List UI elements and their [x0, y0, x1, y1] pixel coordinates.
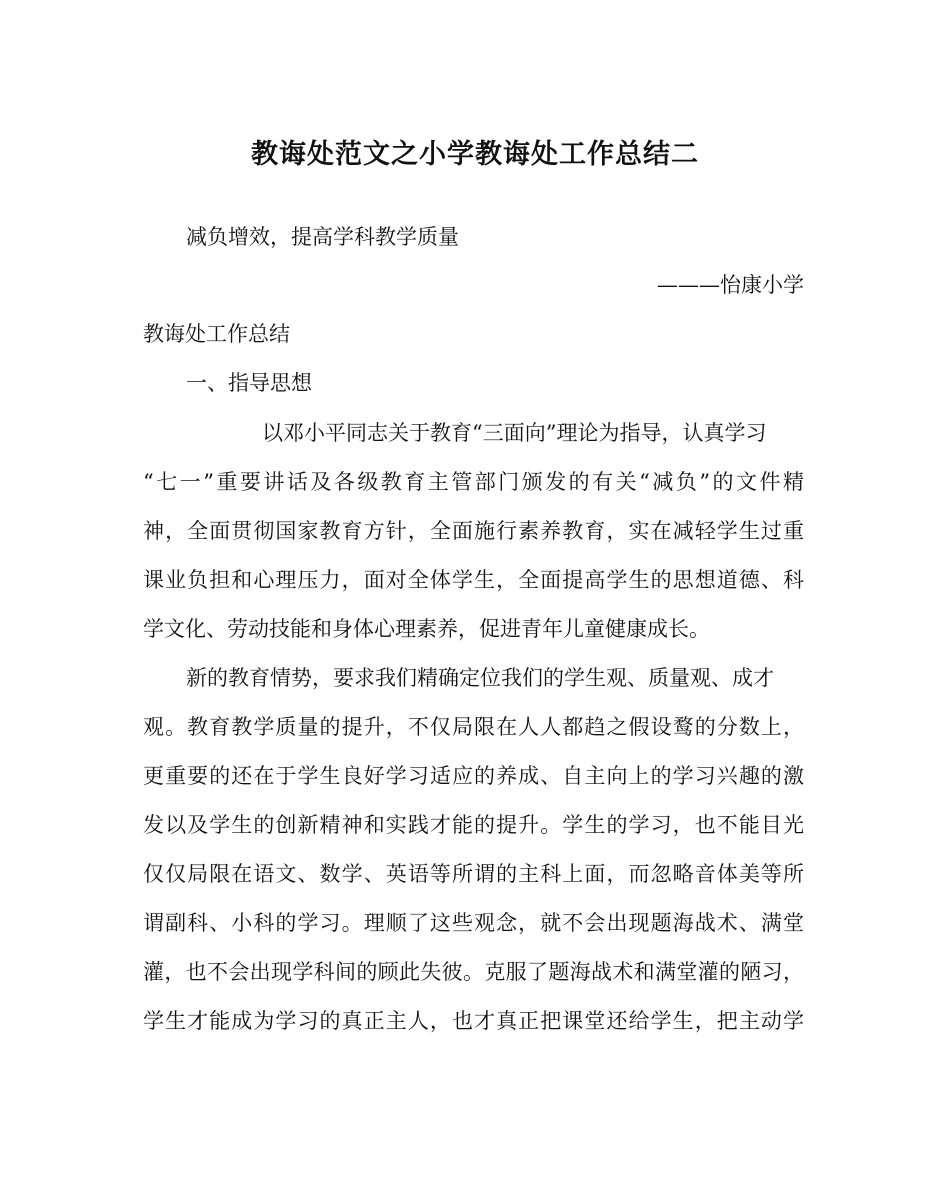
paragraph-line: 观。教育教学质量的提升，不仅局限在人人都趋之假设鹜的分数上， — [143, 715, 804, 739]
paragraph-line: 谓副科、小科的学习。理顺了这些观念，就不会出现题海战术、满堂 — [143, 911, 804, 935]
paragraph-line: “七一”重要讲话及各级教育主管部门颁发的有关“减负”的文件精 — [143, 470, 804, 494]
paragraph-line: 神，全面贯彻国家教育方针，全面施行素养教育，实在减轻学生过重 — [143, 519, 804, 543]
paragraph-line: 发以及学生的创新精神和实践才能的提升。学生的学习，也不能目光 — [143, 813, 804, 837]
document-title: 教诲处范文之小学教诲处工作总结二 — [251, 139, 699, 170]
paragraph-line: 学文化、劳动技能和身体心理素养，促进青年儿童健康成长。 — [143, 617, 710, 641]
section-heading: 一、指导思想 — [186, 371, 312, 395]
paragraph-line: 新的教育情势，要求我们精确定位我们的学生观、质量观、成才 — [186, 666, 774, 690]
subtitle: 减负增效，提高学科教学质量 — [186, 225, 459, 249]
paragraph-line: 课业负担和心理压力，面对全体学生，全面提高学生的思想道德、科 — [143, 568, 804, 592]
paragraph-line: 学生才能成为学习的真正主人，也才真正把课堂还给学生，把主动学 — [143, 1009, 804, 1033]
paragraph-line: 更重要的还在于学生良好学习适应的养成、自主向上的学习兴趣的激 — [143, 764, 804, 788]
paragraph-line: 以邓小平同志关于教育“三面向”理论为指导，认真学习 — [262, 421, 767, 445]
paragraph-line: 仅仅局限在语文、数学、英语等所谓的主科上面，而忽略音体美等所 — [143, 862, 804, 886]
paragraph-line: 灌，也不会出现学科间的顾此失彼。克服了题海战术和满堂灌的陋习， — [143, 960, 804, 984]
attribution-continued: 教诲处工作总结 — [143, 322, 290, 346]
attribution: ———怡康小学 — [657, 273, 804, 297]
